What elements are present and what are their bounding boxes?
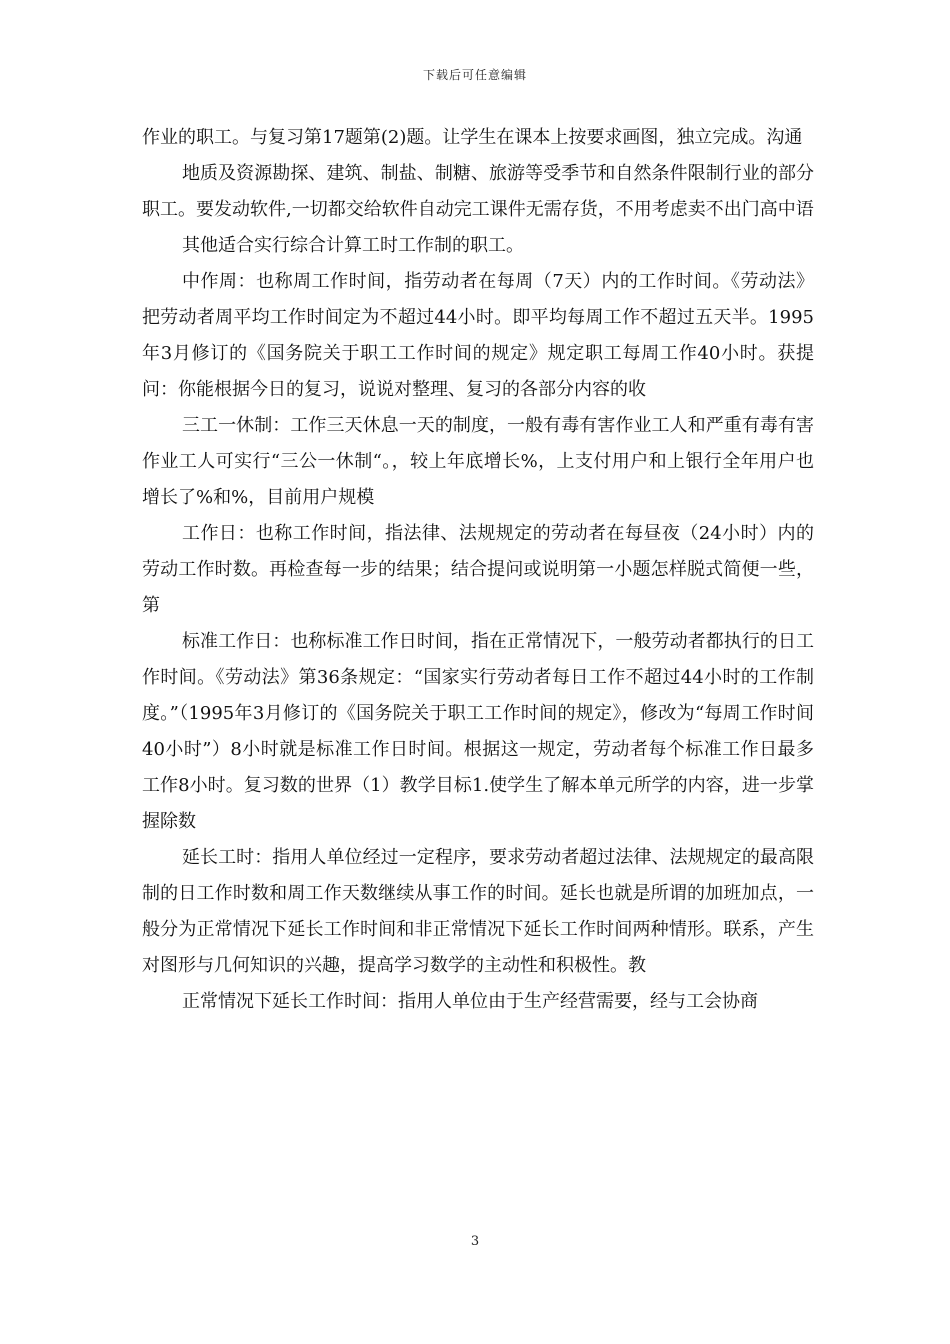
paragraph: 地质及资源勘探、建筑、制盐、制糖、旅游等受季节和自然条件限制行业的部分职工。要发动软件,一切都交给软件自动完工课件无需存货，不用考虑卖不出门高中语: [142, 163, 814, 220]
paragraph: 三工一休制：工作三天休息一天的制度，一般有毒有害作业工人和严重有毒有害作业工人可实行“三公一休制“。，较上年底增长%，上支付用户和上银行全年用户也增长了%和%，目前用户规模: [142, 415, 814, 508]
document-body: [142, 120, 814, 1020]
paragraph: 工作日：也称工作时间，指法律、法规规定的劳动者在每昼夜（24小时）内的劳动工作时数。再检查每一步的结果；结合提问或说明第一小题怎样脱式简便一些，第: [142, 523, 814, 616]
paragraph: 中作周：也称周工作时间，指劳动者在每周（7天）内的工作时间。《劳动法》把劳动者周平均工作时间定为不超过44小时。即平均每周工作不超过五天半。1995年3月修订的《国务院关于职工工作时间的规定》规定职工每周工作40小时。获提问：你能根据今日的复习，说说对整理、复习的各部分内容的收: [142, 271, 814, 400]
page-number: 3: [470, 1234, 480, 1249]
paragraph: 作业的职工。与复习第17题第(2)题。让学生在课本上按要求画图，独立完成。沟通: [142, 127, 803, 148]
paragraph: 标准工作日：也称标准工作日时间，指在正常情况下，一般劳动者都执行的日工作时间。《劳动法》第36条规定：“国家实行劳动者每日工作不超过44小时的工作制度。”（1995年3月修订的《国务院关于职工工作时间的规定》，修改为“每周工作时间40小时”）8小时就是标准工作日时间。根据这一规定，劳动者每个标准工作日最多工作8小时。复习数的世界（1）教学目标1.使学生了解本单元所学的内容，进一步掌握除数: [142, 631, 814, 832]
paragraph: 正常情况下延长工作时间：指用人单位由于生产经营需要，经与工会协商: [182, 991, 758, 1012]
page-header: 下载后可任意编辑: [422, 68, 527, 82]
paragraph: 其他适合实行综合计算工时工作制的职工。: [182, 235, 524, 256]
paragraph: 延长工时：指用人单位经过一定程序，要求劳动者超过法律、法规规定的最高限制的日工作时数和周工作天数继续从事工作的时间。延长也就是所谓的加班加点，一般分为正常情况下延长工作时间和非正常情况下延长工作时间两种情形。联系，产生对图形与几何知识的兴趣，提高学习数学的主动性和积极性。教: [142, 847, 814, 976]
